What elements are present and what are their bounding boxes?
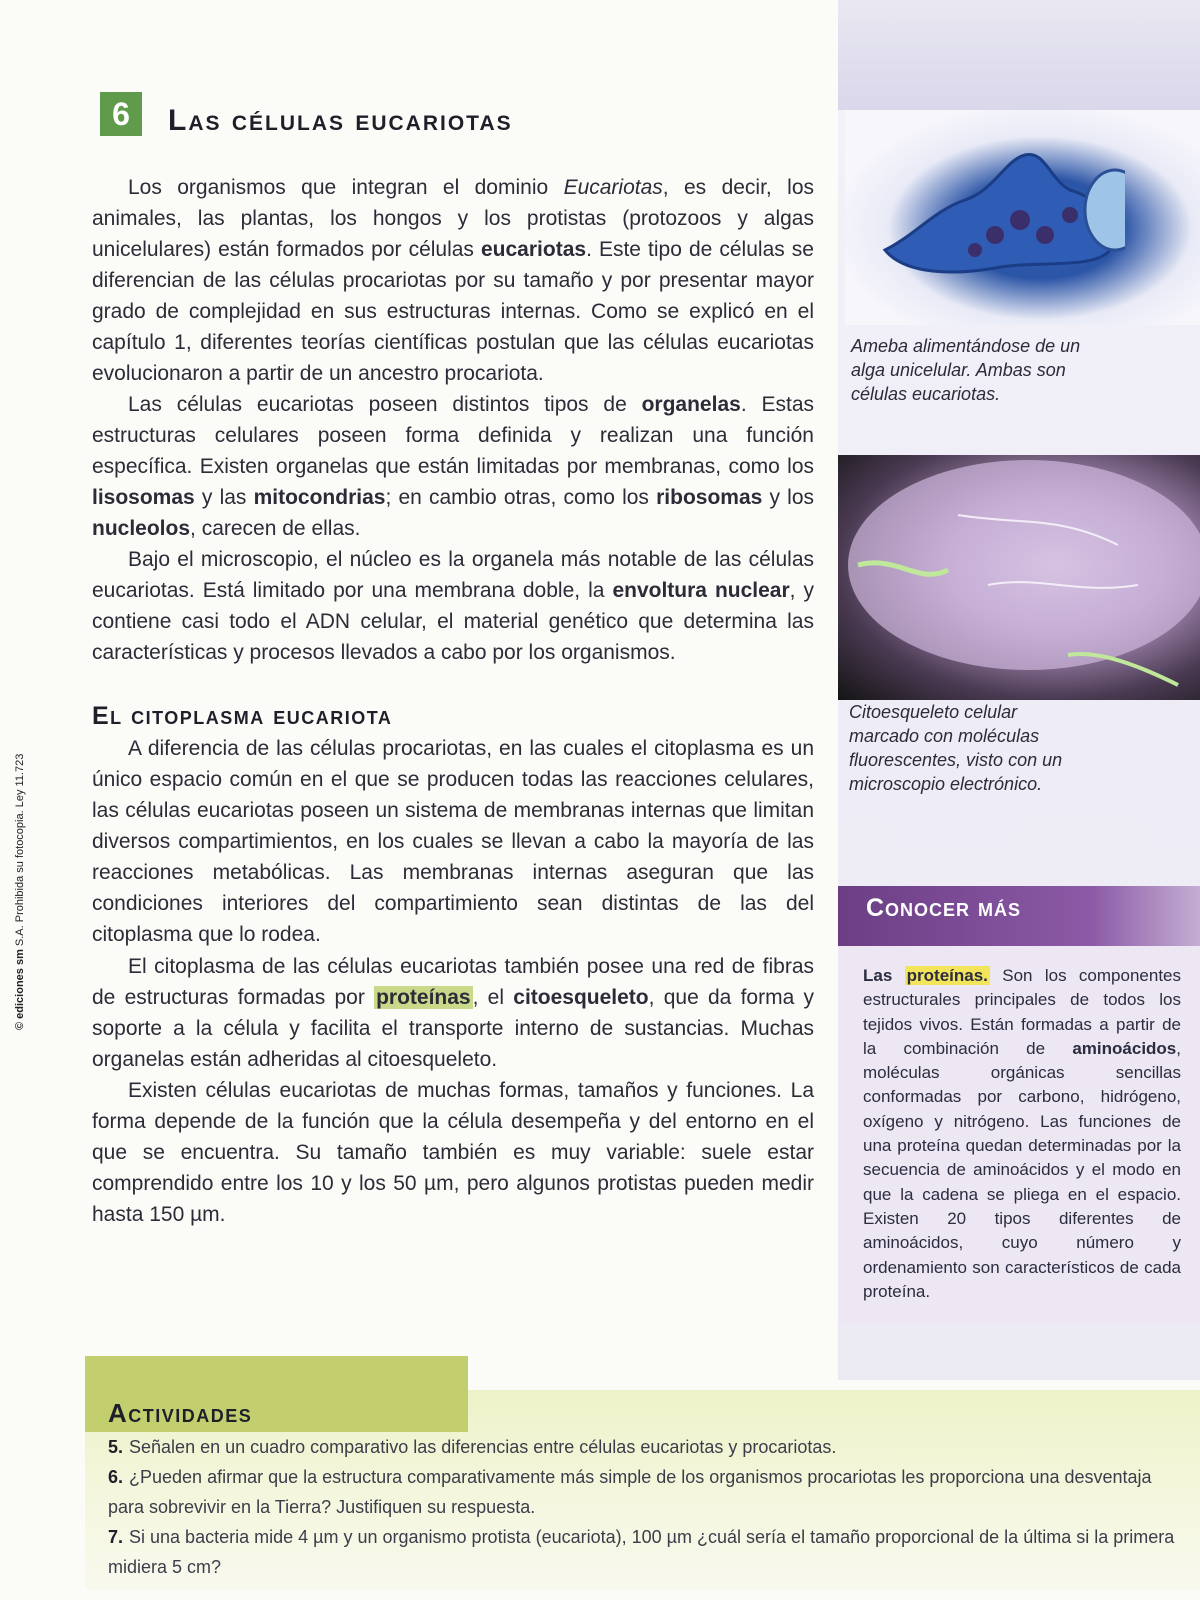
cytoplasm-paragraph-2: El citoplasma de las células eucariotas también posee una red de fibras de estructuras formadas por proteínas, el citoesqueleto, que da forma y soporte a la célula y facilita el transporte interno de sustancias. Muchas organelas están adheridas al citoesqueleto.	[92, 955, 814, 1071]
activity-item: 6. ¿Pueden afirmar que la estructura comparativamente más simple de los organismos procariotas les proporciona una desventaja para sobrevivir en la Tierra? Justifiquen su respuesta.	[108, 1467, 1152, 1517]
conocer-mas-title: Conocer más	[866, 894, 1022, 922]
cytoskeleton-illustration	[838, 455, 1200, 700]
section-title: Las células eucariotas	[168, 104, 513, 137]
amoeba-photo	[845, 110, 1200, 325]
activities-list	[108, 1432, 1178, 1582]
cytoplasm-paragraph-3: Existen células eucariotas de muchas formas, tamaños y funciones. La forma depende de la función que la célula desempeña y del entorno en el que se encuentra. Su tamaño también es muy variable: suele estar comprendido entre los 10 y los 50 µm, pero algunos protistas pueden medir hasta 150 µm.	[92, 1079, 814, 1226]
highlight-proteinas-sidebar: proteínas.	[906, 966, 988, 985]
cytoplasm-heading: El citoplasma eucariota	[92, 702, 393, 730]
copyright-notice: © ediciones sm S.A. Prohibida su fotocopia. Ley 11.723	[14, 753, 26, 1030]
sidebar-top-band	[838, 0, 1200, 110]
cytoskeleton-photo	[838, 455, 1200, 700]
activity-item: 7. Si una bacteria mide 4 µm y un organismo protista (eucariota), 100 µm ¿cuál sería el tamaño proporcional de la última si la primera midiera 5 cm?	[108, 1527, 1175, 1577]
activities-title: Actividades	[108, 1398, 253, 1428]
photo1-caption: Ameba alimentándose de un alga unicelular. Ambas son células eucariotas.	[851, 336, 1081, 404]
amoeba-illustration	[875, 140, 1125, 280]
activity-item: 5. Señalen en un cuadro comparativo las diferencias entre células eucariotas y procariotas.	[108, 1437, 837, 1457]
section-number: 6	[100, 92, 142, 136]
cytoplasm-paragraph-1: A diferencia de las células procariotas, en las cuales el citoplasma es un único espacio común en el que se producen todas las reacciones celulares, las células eucariotas poseen un sistema de membranas internas que limitan diversos compartimientos, en los cuales se llevan a cabo la mayoría de las reacciones metabólicas. Las membranas internas aseguran que las condiciones interiores del compartimiento sean distintas de las del citoplasma que lo rodea.	[92, 737, 814, 946]
photo2-caption: Citoesqueleto celular marcado con moléculas fluorescentes, visto con un microscopio electrónico.	[849, 702, 1063, 794]
intro-paragraph-2: Las células eucariotas poseen distintos tipos de organelas. Estas estructuras celulares poseen forma definida y realizan una función específica. Existen organelas que están limitadas por membranas, como los lisosomas y las mitocondrias; en cambio otras, como los ribosomas y los nucleolos, carecen de ellas.	[92, 393, 815, 540]
intro-paragraph-1: Los organismos que integran el dominio Eucariotas, es decir, los animales, las plantas, los hongos y los protistas (protozoos y algas unicelulares) están formados por células eucariotas. Este tipo de células se diferencian de las células procariotas por su tamaño y por presentar mayor grado de complejidad en sus estructuras internas. Como se explicó en el capítulo 1, diferentes teorías científicas postulan que las células eucariotas evolucionaron a partir de un ancestro procariota.	[92, 176, 814, 385]
conocer-mas-text: Las proteínas. Son los componentes estructurales principales de todos los tejidos vivos. Están formadas a partir de la combinación de aminoácidos, moléculas orgánicas sencillas conformadas por carbono, hidrógeno, oxígeno y nitrógeno. Las funciones de una proteína quedan determinadas por la secuencia de aminoácidos y el modo en que la cadena se pliega en el espacio. Existen 20 tipos diferentes de aminoácidos, cuyo número y ordenamiento son característicos de cada proteína.	[863, 966, 1181, 1301]
intro-paragraph-3: Bajo el microscopio, el núcleo es la organela más notable de las células eucariotas. Está limitado por una membrana doble, la envoltura nuclear, y contiene casi todo el ADN celular, el material genético que determina las características y procesos llevados a cabo por los organismos.	[92, 548, 815, 664]
highlight-proteinas: proteínas	[376, 986, 471, 1009]
